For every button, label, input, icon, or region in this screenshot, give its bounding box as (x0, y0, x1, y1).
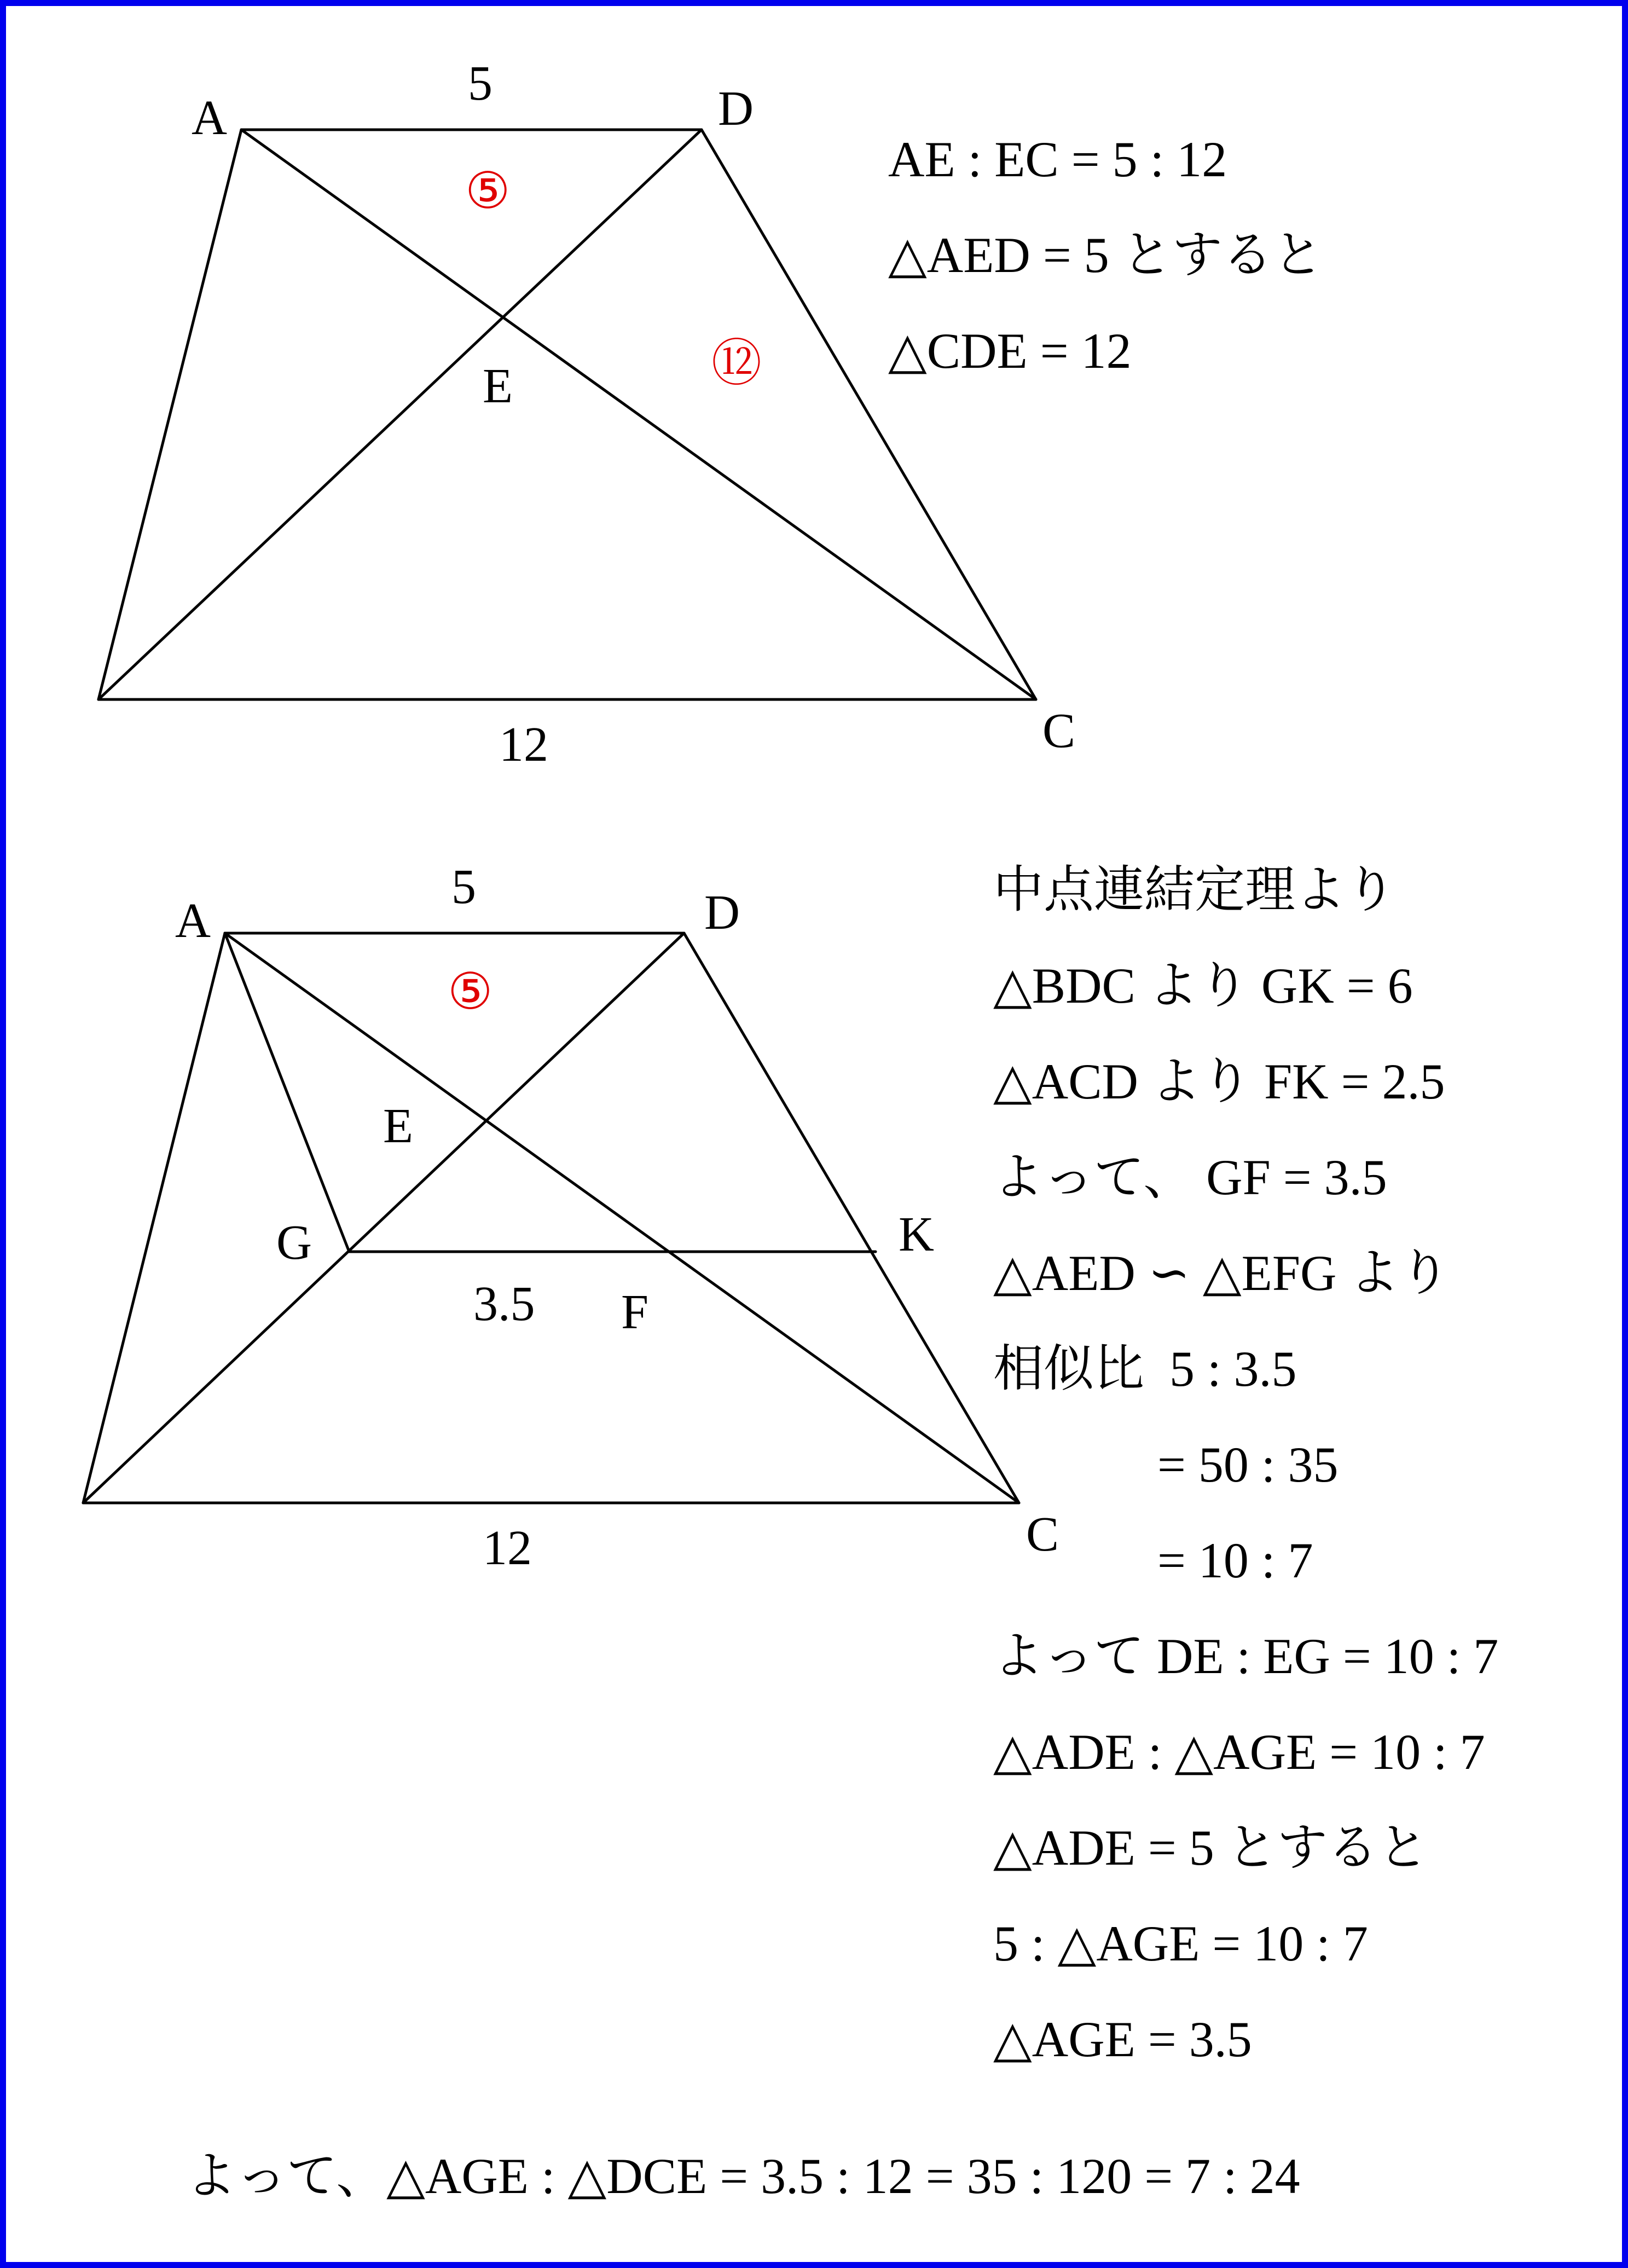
note-1-1: AE : EC = 5 : 12 (888, 131, 1227, 187)
segment-dc (684, 933, 1019, 1503)
segment-ba (83, 933, 225, 1503)
mark-area-cde: ⑫ (711, 334, 762, 392)
label-e: E (383, 1099, 413, 1153)
conclusion-text: よって、△AGE : △DCE = 3.5 : 12 = 35 : 120 = 7 : 24 (186, 2148, 1300, 2204)
label-mid-length: 3.5 (473, 1277, 535, 1331)
note-2-12: 5 : △AGE = 10 : 7 (993, 1916, 1368, 1971)
label-d: D (718, 82, 754, 136)
note-2-8: = 10 : 7 (1157, 1532, 1313, 1588)
note-2-6: 相似比 5 : 3.5 (993, 1341, 1297, 1397)
diagonal-bd (83, 933, 684, 1503)
note-2-13: △AGE = 3.5 (993, 2011, 1252, 2067)
label-bottom-length: 12 (499, 718, 548, 772)
note-2-11: △ADE = 5 とすると (993, 1820, 1428, 1876)
label-d: D (704, 886, 740, 940)
note-1-2: △AED = 5 とすると (888, 227, 1323, 283)
note-2-9: よって DE : EG = 10 : 7 (993, 1628, 1499, 1684)
segment-ag (225, 933, 349, 1252)
label-k: K (899, 1207, 934, 1262)
label-top-length: 5 (451, 860, 476, 914)
note-1-3: △CDE = 12 (888, 323, 1132, 379)
label-a: A (175, 894, 211, 948)
note-2-5: △AED ∽ △EFG より (993, 1245, 1450, 1301)
note-2-1: 中点連結定理より (993, 862, 1397, 918)
note-2-3: △ACD より FK = 2.5 (993, 1054, 1445, 1109)
label-top-length: 5 (468, 56, 493, 111)
label-bottom-length: 12 (483, 1521, 532, 1575)
label-e: E (483, 359, 513, 413)
note-2-4: よって、 GF = 3.5 (993, 1149, 1387, 1205)
mark-area-aed: ⑤ (465, 161, 511, 220)
note-2-2: △BDC より GK = 6 (993, 958, 1413, 1014)
label-f: F (621, 1285, 649, 1339)
label-c: C (1042, 704, 1076, 758)
note-2-7: = 50 : 35 (1157, 1437, 1339, 1492)
label-g: G (276, 1216, 312, 1270)
mark-area-aed: ⑤ (448, 962, 493, 1021)
label-a: A (192, 91, 227, 145)
note-2-10: △ADE : △AGE = 10 : 7 (993, 1724, 1485, 1780)
label-c: C (1026, 1507, 1059, 1561)
